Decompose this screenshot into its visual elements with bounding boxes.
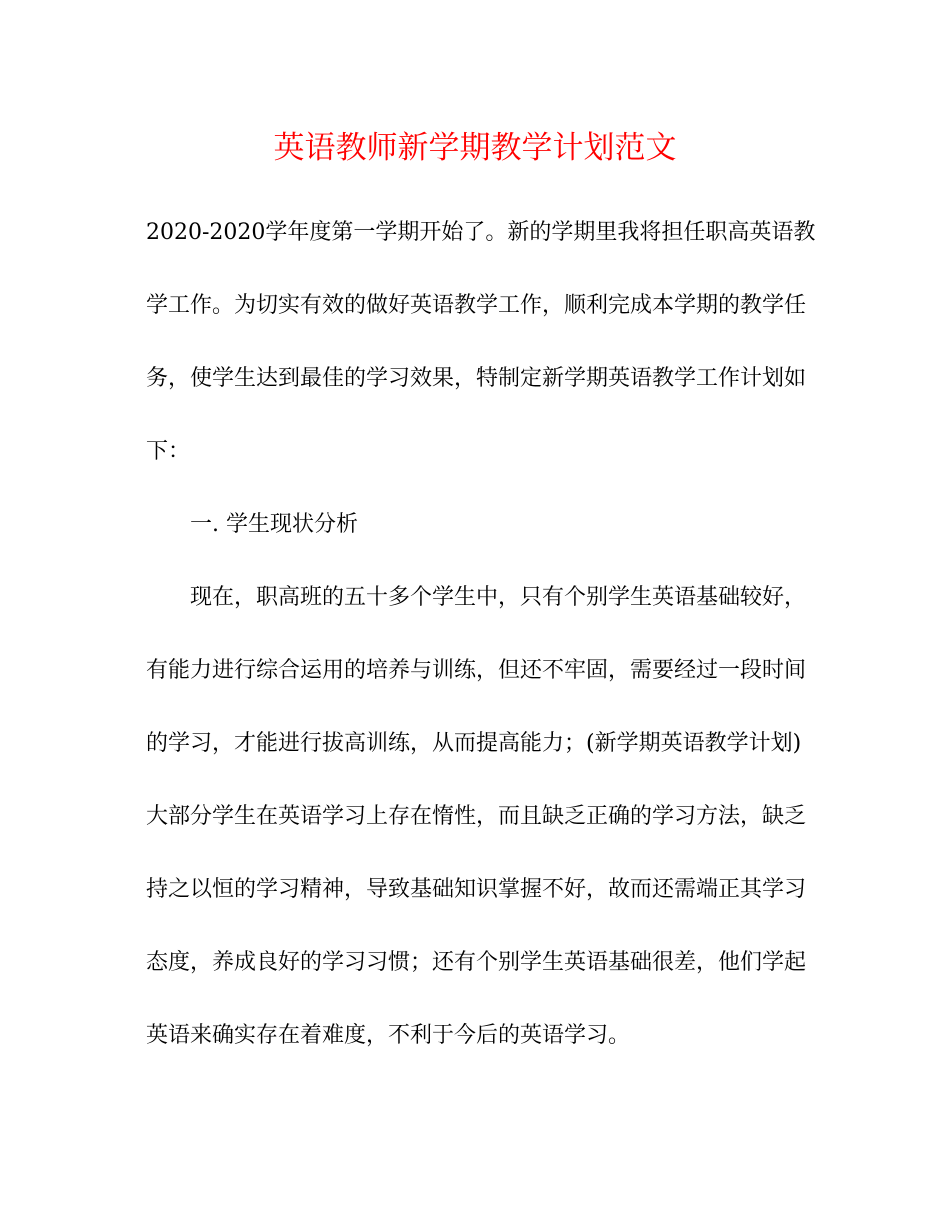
paragraph-line: 学工作。为切实有效的做好英语教学工作，顺利完成本学期的教学任 [146, 293, 807, 318]
document-title: 英语教师新学期教学计划范文 [273, 130, 677, 166]
paragraph-line: 的学习，才能进行拔高训练，从而提高能力；(新学期英语教学计划) [146, 731, 802, 756]
paragraph-line: 务，使学生达到最佳的学习效果，特制定新学期英语教学工作计划如 [146, 366, 807, 391]
paragraph-line: 下： [146, 439, 191, 464]
paragraph-line: 英语来确实存在着难度，不利于今后的英语学习。 [146, 1023, 631, 1048]
paragraph-line: 大部分学生在英语学习上存在惰性，而且缺乏正确的学习方法，缺乏 [146, 804, 807, 829]
paragraph-line: 持之以恒的学习精神，导致基础知识掌握不好，故而还需端正其学习 [146, 877, 807, 902]
paragraph-line: 有能力进行综合运用的培养与训练，但还不牢固，需要经过一段时间 [146, 658, 807, 683]
section-heading: 一. 学生现状分析 [190, 512, 358, 537]
paragraph-line: 2020-2020学年度第一学期开始了。新的学期里我将担任职高英语教 [146, 220, 816, 245]
paragraph-line: 现在，职高班的五十多个学生中，只有个别学生英语基础较好， [190, 585, 807, 610]
paragraph-line: 态度，养成良好的学习习惯；还有个别学生英语基础很差，他们学起 [146, 950, 807, 975]
